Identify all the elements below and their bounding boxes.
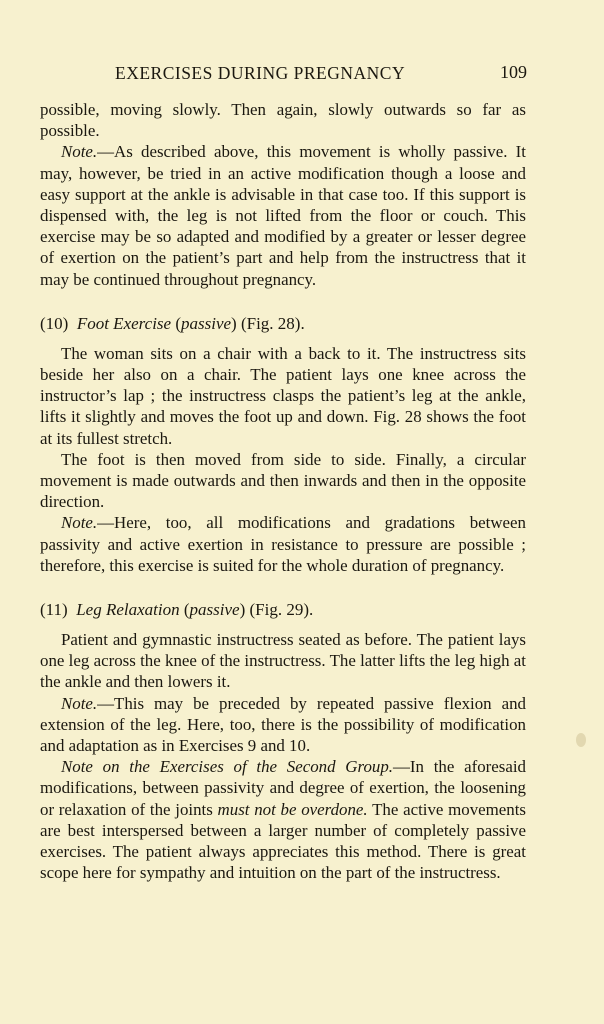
section-heading-11 bbox=[40, 599, 526, 620]
paragraph bbox=[40, 629, 526, 693]
paragraph-continuation bbox=[40, 99, 526, 141]
section-heading-10 bbox=[40, 313, 526, 334]
group-note-paragraph bbox=[40, 756, 526, 883]
paragraph-text: The foot is then moved from side to side. Finally, a circular movement is made outwards and then inwards and then in the opposite direction. bbox=[40, 449, 526, 512]
note-text: —As described above, this movement is wholly passive. It may, however, be tried in an active modification though a loose and easy support at the ankle is advisable in that case too. If this support is dispensed with, the leg is not lifted from the floor or couch. This exercise may be so adapted and modified by a greater or lesser degree of exertion on the patient’s part and help from the instructress that it may be continued throughout pregnancy. bbox=[40, 142, 526, 289]
running-header bbox=[40, 61, 527, 85]
figure-reference: (Fig. 29). bbox=[249, 600, 314, 620]
note-paragraph bbox=[40, 693, 526, 757]
note-paragraph bbox=[40, 141, 526, 289]
paren-close: ) bbox=[239, 600, 246, 620]
note-label: Note. bbox=[61, 693, 98, 713]
note-label: Note. bbox=[61, 142, 98, 162]
section-number: (11) bbox=[40, 600, 68, 620]
paren-open: ( bbox=[175, 313, 181, 333]
section-mode: passive bbox=[189, 600, 240, 620]
note-text: —In the aforesaid modifications, between passivity and degree of exertion, the loosening or relaxation of the joints bbox=[40, 757, 527, 819]
section-name: Foot Exercise bbox=[76, 313, 172, 333]
note-text: —Here, too, all modifications and gradations between passivity and active exertion in resistance to pressure are possible ; therefore, this exercise is suited for the whole duration of pregnancy. bbox=[40, 513, 526, 575]
group-note-label: Note on the Exercises of the Second Group. bbox=[61, 757, 394, 777]
body-text bbox=[40, 99, 526, 884]
section-number: (10) bbox=[40, 313, 69, 333]
emphasis-text: must not be overdone. bbox=[217, 799, 368, 819]
paren-open: ( bbox=[183, 600, 190, 620]
paper-spot bbox=[576, 733, 586, 747]
note-label: Note. bbox=[61, 513, 98, 533]
running-title: EXERCISES DURING PREGNANCY bbox=[115, 63, 406, 83]
figure-reference: (Fig. 28). bbox=[240, 313, 305, 333]
paren-close: ) bbox=[231, 313, 237, 333]
paragraph-text: Patient and gymnastic instructress seated as before. The patient lays one leg across the knee of the instructress. The latter lifts the leg high at the ankle and then lowers it. bbox=[40, 630, 526, 692]
page-number: 109 bbox=[500, 62, 527, 82]
paragraph-text: The woman sits on a chair with a back to it. The instructress sits beside her also on a chair. The patient lays one knee across the instructor’s lap ; the instructress clasps the patient’s leg at the ankle, lifts it slightly and moves the foot up and down. Fig. 28 shows the foot at its fullest stretch. bbox=[40, 343, 526, 448]
section-mode: passive bbox=[181, 313, 232, 333]
note-paragraph bbox=[40, 512, 526, 576]
paragraph-text: possible, moving slowly. Then again, slowly outwards so far as possible. bbox=[40, 100, 526, 141]
section-name: Leg Relaxation bbox=[76, 600, 180, 620]
paragraph bbox=[40, 343, 526, 449]
paragraph bbox=[40, 449, 526, 513]
note-text: The active movements are best interspersed between a larger number of completely passive exercises. The patient always appreciates this method. There is great scope here for sympathy and intuition on the part of the instructress. bbox=[40, 799, 527, 883]
note-text: —This may be preceded by repeated passive flexion and extension of the leg. Here, too, there is the possibility of modification and adaptation as in Exercises 9 and 10. bbox=[40, 693, 526, 756]
